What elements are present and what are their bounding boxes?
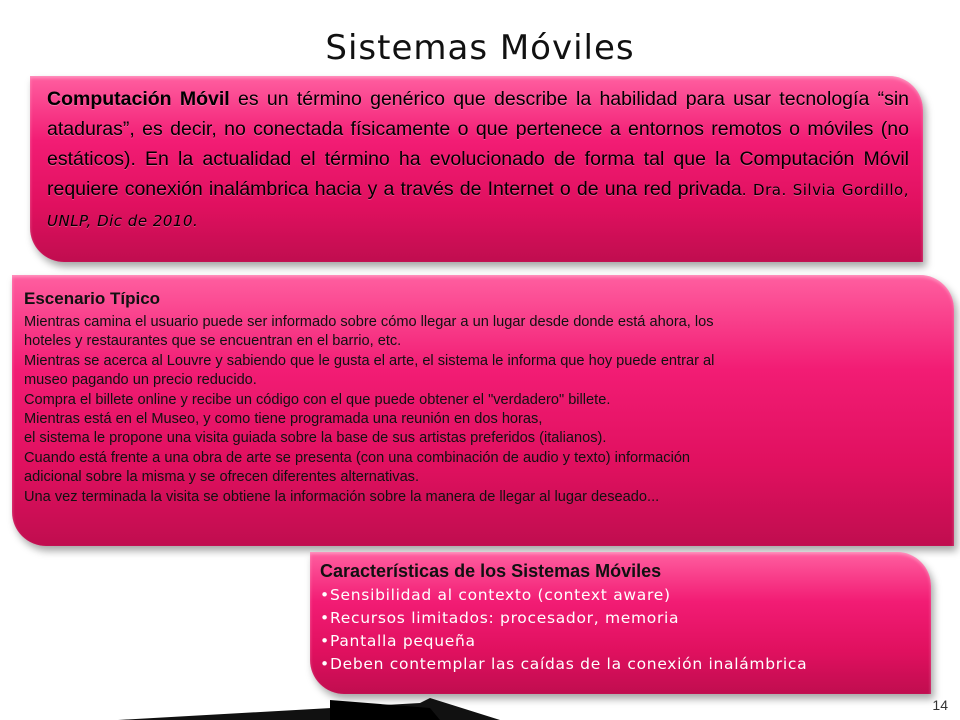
scenario-line: Cuando está frente a una obra de arte se presenta (con una combinación de audio y texto) información: [24, 449, 691, 466]
arrow-shadow-shape: [118, 698, 500, 720]
definition-text: es un término genérico que describe la habilidad para usar tecnología “sin ataduras”, es decir, no conectada físicamente o que pertenece a entornos remotos o móviles (no estáticos). En la actualidad el término ha evolucionado de forma tal que la Computación Móvil requiere conexión inalámbrica hacia y a través de Internet o de una red privada: [47, 88, 909, 200]
scenario-line: Una vez terminada la visita se obtiene la información sobre la manera de llegar al lugar deseado...: [24, 488, 660, 505]
scenario-line: Compra el billete online y recibe un código con el que puede obtener el "verdadero" billete.: [24, 391, 611, 408]
feature-item: •Recursos limitados: procesador, memoria: [320, 607, 923, 630]
definition-term: Computación Móvil: [47, 88, 230, 110]
feature-item: •Sensibilidad al contexto (context aware): [320, 584, 923, 607]
features-heading: Características de los Sistemas Móviles: [320, 561, 662, 581]
slide-title: Sistemas Móviles: [325, 28, 635, 68]
scenario-box: [12, 275, 954, 546]
scenario-line: Mientras camina el usuario puede ser informado sobre cómo llegar a un lugar desde donde está ahora, los: [24, 314, 714, 330]
scenario-heading: Escenario Típico: [24, 289, 161, 308]
bullet-icon: •: [320, 586, 330, 604]
citation-source: UNLP, Dic de 2010.: [47, 212, 199, 230]
bullet-icon: •: [320, 655, 330, 673]
definition-paragraph: [47, 84, 909, 236]
scenario-line: hoteles y restaurantes que se encuentran en el barrio, etc.: [24, 333, 402, 350]
scenario-line: Mientras se acerca al Louvre y sabiendo que le gusta el arte, el sistema le informa que hoy puede entrar al: [24, 352, 715, 369]
scenario-line: el sistema le propone una visita guiada sobre la base de sus artistas preferidos (italianos).: [24, 430, 607, 447]
feature-item: •Deben contemplar las caídas de la conexión inalámbrica: [320, 653, 923, 676]
definition-box: [30, 76, 923, 262]
scenario-line: museo pagando un precio reducido.: [24, 372, 257, 389]
bullet-icon: •: [320, 609, 330, 627]
page-number: 14: [932, 697, 948, 713]
decorative-arrow-icon: [0, 640, 500, 720]
scenario-line: Mientras está en el Museo, y como tiene programada una reunión en dos horas,: [24, 411, 543, 428]
feature-item: •Pantalla pequeña: [320, 630, 923, 653]
bullet-icon: •: [320, 632, 330, 650]
scenario-line: adicional sobre la misma y se ofrecen diferentes alternativas.: [24, 469, 420, 486]
citation-author: . Dra. Silvia Gordillo,: [741, 181, 909, 199]
